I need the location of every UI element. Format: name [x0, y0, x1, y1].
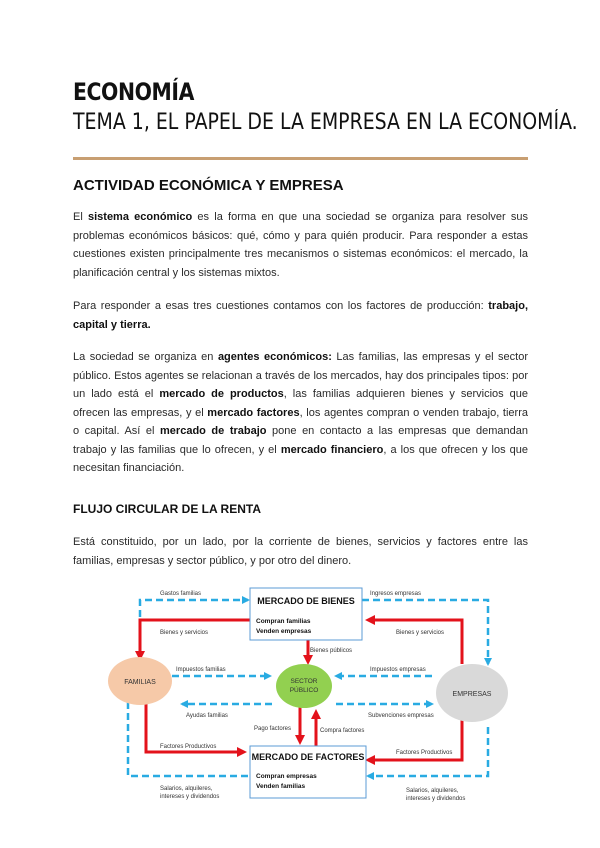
text-run: El — [73, 211, 88, 223]
text-run: , las familias adquieren bienes y servicios que ofrecen las empresas, y el — [73, 388, 529, 419]
market-factors-line1: Compran empresas — [256, 773, 317, 780]
bold-term: mercado de trabajo — [160, 425, 267, 437]
label-salarios-left-2: intereses y dividendos — [160, 794, 220, 800]
text-run: , a los que ofrecen y los que necesitan financiación. — [73, 443, 528, 474]
agent-families — [108, 657, 172, 705]
companies-label: EMPRESAS — [452, 691, 492, 698]
bold-term: mercado de productos — [159, 388, 284, 400]
text-run: , los agentes compran o venden trabajo, tierra o capital. Así el — [73, 406, 528, 437]
text-run: Para responder a esas tres cuestiones contamos con los factores de producción: — [73, 300, 489, 312]
flow-bienes-servicios-right — [368, 620, 462, 664]
agent-public-sector — [276, 664, 332, 708]
section-heading-actividad: ACTIVIDAD ECONÓMICA Y EMPRESA — [73, 177, 344, 194]
public-label-1: SECTOR — [290, 678, 318, 685]
paragraph-factores — [73, 297, 528, 334]
label-salarios-right-1: Salarios, alquileres, — [406, 788, 459, 794]
document-subtitle: TEMA 1, EL PAPEL DE LA EMPRESA EN LA ECONOMÍA. — [73, 110, 578, 135]
bold-term: mercado factores — [207, 406, 300, 419]
bold-term: mercado financiero — [280, 443, 384, 456]
paragraph-agentes — [73, 348, 528, 478]
bold-term: agentes económicos: — [217, 351, 332, 363]
market-factors-line2: Venden familias — [256, 783, 306, 790]
flow-bienes-servicios-left — [140, 620, 250, 658]
label-salarios-left-1: Salarios, alquileres, — [160, 786, 213, 792]
bold-term: sistema económico — [87, 211, 193, 223]
label-impuestos-empresas: Impuestos empresas — [370, 667, 426, 673]
label-impuestos-familias: Impuestos familias — [176, 667, 226, 673]
label-subvenciones-empresas: Subvenciones empresas — [368, 713, 434, 719]
market-goods-box — [250, 588, 362, 640]
bold-term: trabajo, capital y tierra. — [73, 300, 528, 331]
public-label-2: PÚBLICO — [289, 687, 319, 694]
text-run: pone en contacto a las empresas que demandan trabajo y las familias que lo ofrecen, y el — [73, 425, 529, 456]
label-pago-factores: Pago factores — [254, 726, 292, 732]
market-goods-line1: Compran familias — [256, 618, 311, 625]
market-factors-box — [250, 746, 366, 798]
label-gastos-familias: Gastos familias — [160, 591, 202, 597]
text-run: es la forma en que una sociedad se organiza para resolver sus problemas económicos básicos: qué, cómo y para quién producir. Para responder a estas cuestiones existen principalmente tres mecanismos o sistemas económicos: el mercado, la planificación central y los sistemas mixtos. — [73, 211, 529, 279]
families-label: FAMILIAS — [124, 679, 156, 686]
text-run: Las familias, las empresas y el sector público. Estos agentes se relacionan a través de los mercados, hay dos principales tipos: por un lado está el — [73, 351, 528, 400]
label-ayudas-familias: Ayudas familias — [186, 713, 228, 719]
label-bienes-servicios-left: Bienes y servicios — [160, 630, 209, 636]
market-factors-title: MERCADO DE FACTORES — [251, 752, 365, 762]
label-salarios-right-2: intereses y dividendos — [406, 796, 466, 802]
label-factores-productivos-left: Factores Productivos — [160, 744, 217, 750]
section-heading-flujo: FLUJO CIRCULAR DE LA RENTA — [73, 502, 261, 516]
title-divider — [73, 157, 528, 160]
text-run: La sociedad se organiza en — [73, 351, 218, 363]
market-goods-line2: Venden empresas — [256, 628, 312, 635]
label-bienes-servicios-right: Bienes y servicios — [396, 630, 445, 636]
paragraph-sistema-economico — [73, 208, 528, 282]
label-ingresos-empresas: Ingresos empresas — [370, 591, 422, 597]
market-goods-title: MERCADO DE BIENES — [257, 596, 355, 606]
label-bienes-publicos: Bienes públicos — [310, 648, 353, 654]
label-factores-productivos-right: Factores Productivos — [396, 750, 453, 756]
paragraph-flujo: Está constituido, por un lado, por la corriente de bienes, servicios y factores entre las familias, empresas y sector público, y por otro del dinero. — [73, 536, 528, 567]
circular-flow-diagram — [100, 582, 510, 812]
document-title: ECONOMÍA — [73, 78, 194, 106]
agent-companies — [436, 664, 508, 722]
label-compra-factores: Compra factores — [320, 728, 365, 734]
